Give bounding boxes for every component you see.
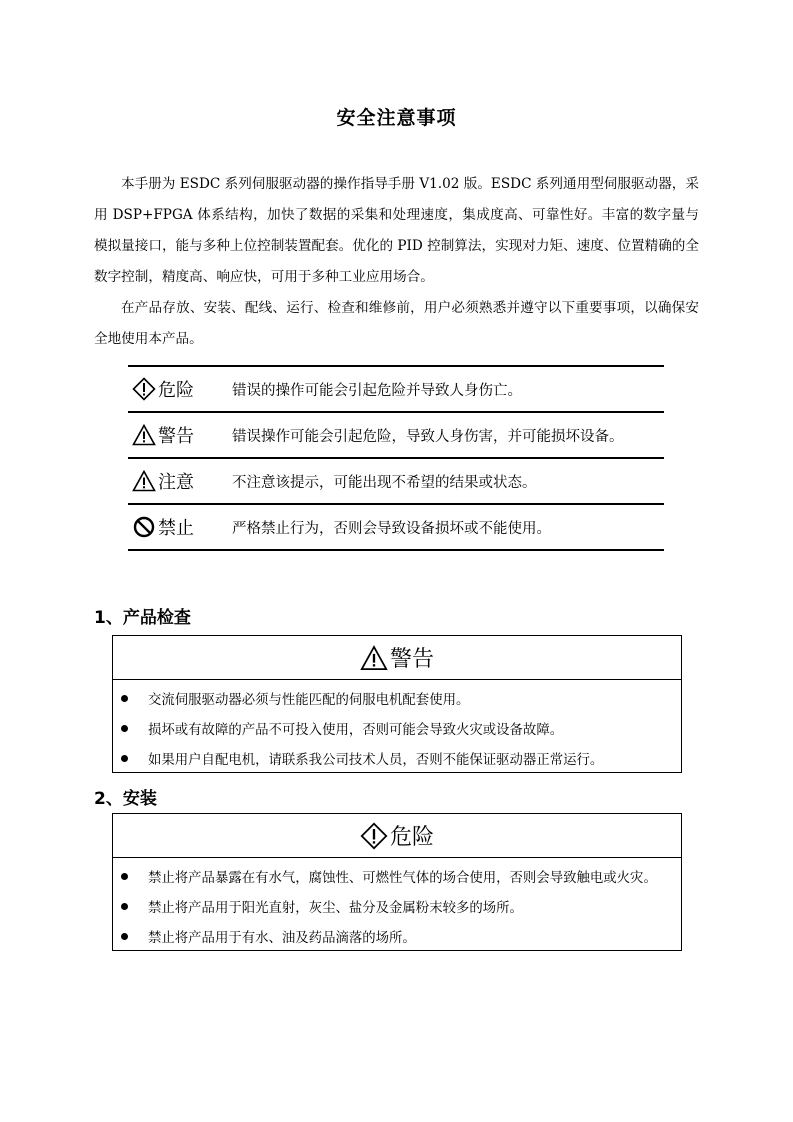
danger-box-installation [112, 813, 682, 951]
bullet-icon [121, 933, 128, 940]
box-header [113, 814, 681, 858]
list-item: 禁止将产品用于阳光直射，灰尘、盐分及金属粉末较多的场所。 [113, 891, 681, 921]
section-heading-product-inspection: 1、产品检查 [94, 608, 191, 628]
list-item: 交流伺服驱动器必须与性能匹配的伺服电机配套使用。 [113, 683, 681, 713]
caution-triangle-icon [132, 470, 156, 492]
notice-desc-warning: 错误操作可能会引起危险，导致人身伤害，并可能损坏设备。 [232, 428, 624, 445]
notice-row-caution [128, 459, 664, 505]
bullet-list [113, 680, 681, 773]
notice-desc-danger: 错误的操作可能会引起危险并导致人身伤亡。 [232, 382, 522, 399]
prohibited-icon [132, 515, 156, 539]
notice-desc-caution: 不注意该提示，可能出现不希望的结果或状态。 [232, 474, 537, 491]
notice-term-caution: 注意 [158, 472, 194, 493]
notice-row-danger [128, 367, 664, 413]
box-title: 危险 [389, 825, 434, 850]
danger-diamond-icon [132, 377, 156, 401]
notice-row-prohibited [128, 505, 664, 551]
bullet-icon [121, 755, 128, 762]
notice-term-danger: 危险 [158, 380, 194, 401]
bullet-icon [121, 903, 128, 910]
list-item: 损坏或有故障的产品不可投入使用，否则可能会导致火灾或设备故障。 [113, 713, 681, 743]
box-title: 警告 [389, 647, 434, 672]
list-item: 如果用户自配电机，请联系我公司技术人员，否则不能保证驱动器正常运行。 [113, 743, 681, 773]
safety-notice-table [128, 365, 664, 551]
bullet-icon [121, 695, 128, 702]
bullet-icon [121, 873, 128, 880]
intro-paragraph-1: 本手册为 ESDC 系列伺服驱动器的操作指导手册 V1.02 版。ESDC 系列通用型伺服驱动器，采用 DSP+FPGA 体系结构，加快了数据的采集和处理速度，集成度高、可靠性好。丰富的数字量与模拟量接口，能与多种上位控制装置配套。优化的 PID 控制算法，实现对力矩、速度、位置精确的全数字控制，精度高、响应快，可用于多种工业应用场合。 [94, 176, 699, 285]
section-heading-installation: 2、安装 [94, 789, 157, 809]
warning-triangle-icon [360, 645, 388, 671]
list-item: 禁止将产品用于有水、油及药品滴落的场所。 [113, 921, 681, 951]
warning-triangle-icon [132, 424, 156, 446]
notice-term-prohibited: 禁止 [158, 518, 194, 539]
notice-row-warning [128, 413, 664, 459]
bullet-list [113, 858, 681, 951]
box-header [113, 636, 681, 680]
notice-term-warning: 警告 [158, 426, 194, 447]
warning-box-product-inspection [112, 635, 682, 773]
list-item: 禁止将产品暴露在有水气，腐蚀性、可燃性气体的场合使用，否则会导致触电或火灾。 [113, 861, 681, 891]
notice-desc-prohibited: 严格禁止行为，否则会导致设备损坏或不能使用。 [232, 520, 551, 537]
intro-paragraph-2: 在产品存放、安装、配线、运行、检查和维修前，用户必须熟悉并遵守以下重要事项，以确保安全地使用本产品。 [94, 300, 699, 347]
bullet-icon [121, 725, 128, 732]
page-title: 安全注意事项 [336, 107, 457, 129]
danger-diamond-icon [360, 822, 388, 850]
